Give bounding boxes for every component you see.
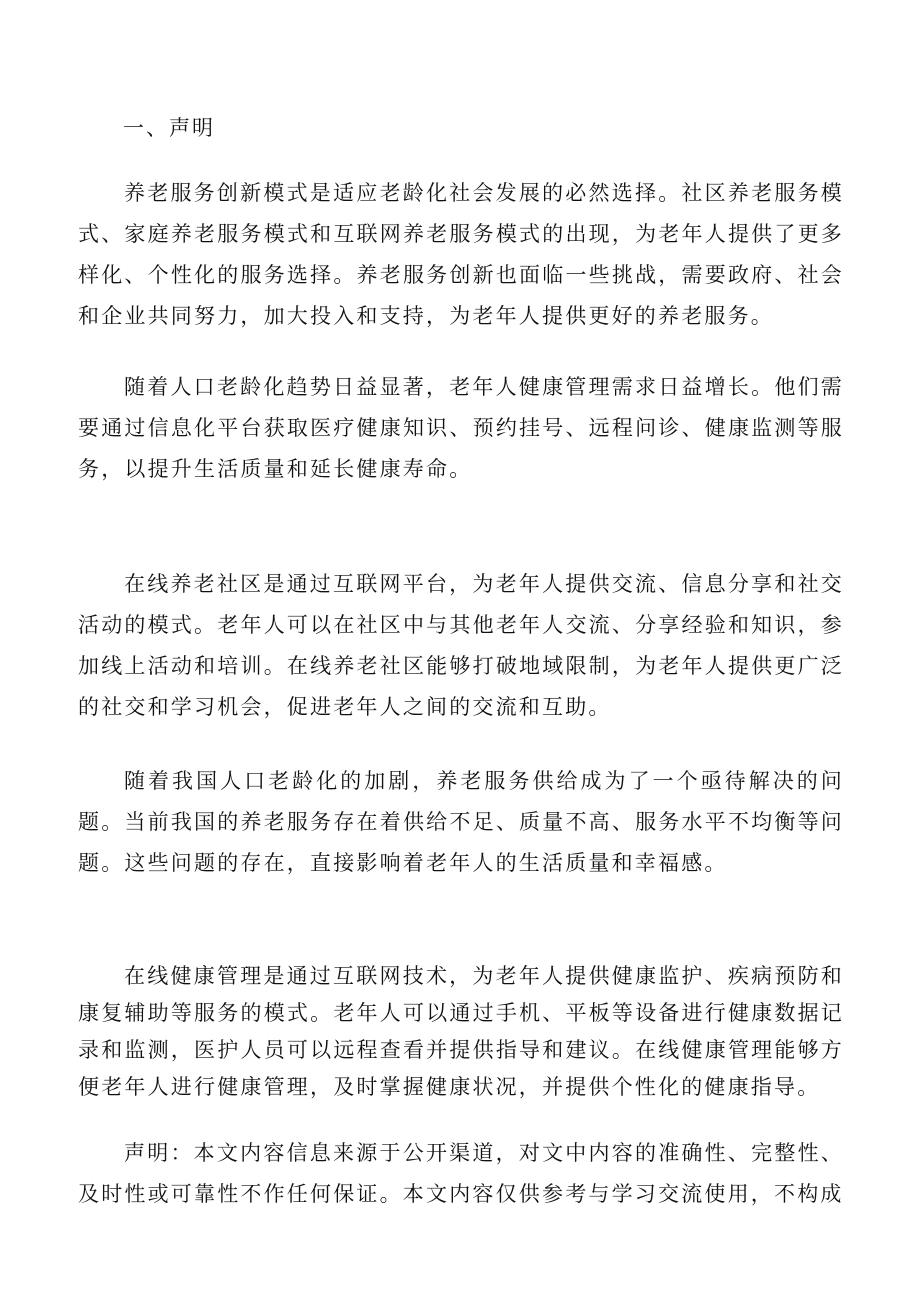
- section-heading: 一、声明: [123, 116, 215, 140]
- paragraph-disclaimer: 声明：本文内容信息来源于公开渠道，对文中内容的准确性、完整性、及时性或可靠性不作任何保证。本文内容仅供参考与学习交流使用，不构成: [78, 1141, 844, 1206]
- paragraph-innovation-models: 养老服务创新模式是适应老龄化社会发展的必然选择。社区养老服务模式、家庭养老服务模式和互联网养老服务模式的出现，为老年人提供了更多样化、个性化的服务选择。养老服务创新也面临一些挑战，需要政府、社会和企业共同努力，加大投入和支持，为老年人提供更好的养老服务。: [78, 181, 844, 328]
- paragraph-service-supply-problem: 随着我国人口老龄化的加剧，养老服务供给成为了一个亟待解决的问题。当前我国的养老服务存在着供给不足、质量不高、服务水平不均衡等问题。这些问题的存在，直接影响着老年人的生活质量和幸福感。: [78, 769, 844, 875]
- paragraph-online-community: 在线养老社区是通过互联网平台，为老年人提供交流、信息分享和社交活动的模式。老年人可以在社区中与其他老年人交流、分享经验和知识，参加线上活动和培训。在线养老社区能够打破地域限制，为老年人提供更广泛的社交和学习机会，促进老年人之间的交流和互助。: [78, 572, 844, 719]
- paragraph-online-health-management: 在线健康管理是通过互联网技术，为老年人提供健康监护、疾病预防和康复辅助等服务的模式。老年人可以通过手机、平板等设备进行健康数据记录和监测，医护人员可以远程查看并提供指导和建议。在线健康管理能够方便老年人进行健康管理，及时掌握健康状况，并提供个性化的健康指导。: [78, 964, 844, 1099]
- paragraph-health-management-demand: 随着人口老龄化趋势日益显著，老年人健康管理需求日益增长。他们需要通过信息化平台获取医疗健康知识、预约挂号、远程问诊、健康监测等服务，以提升生活质量和延长健康寿命。: [78, 375, 844, 481]
